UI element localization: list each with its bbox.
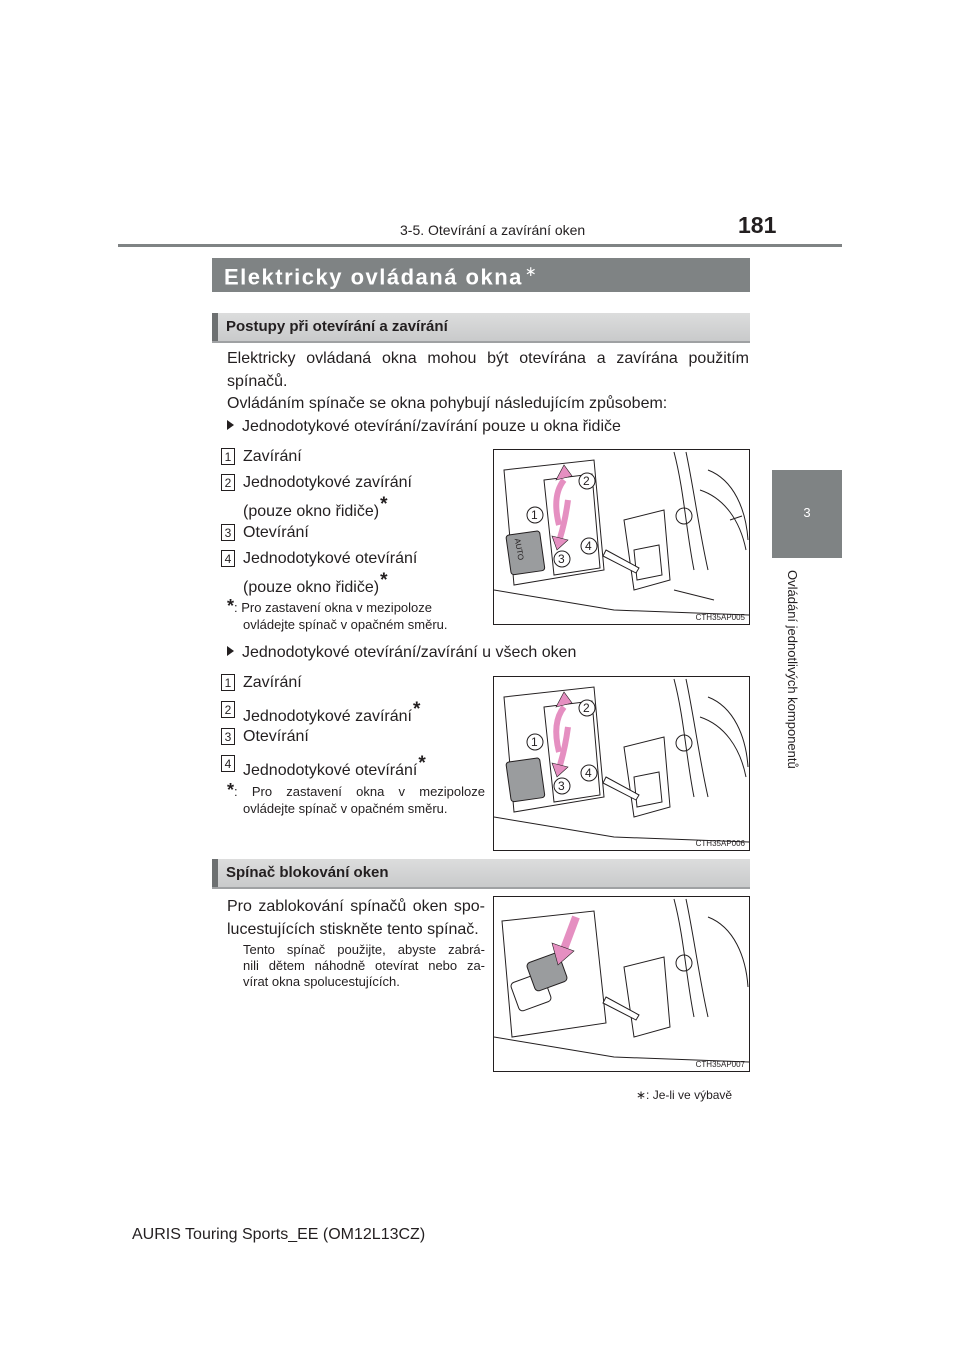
figure-code: CTH35AP005 bbox=[695, 613, 745, 622]
switch-illustration bbox=[494, 450, 749, 624]
bullet-triangle-icon bbox=[227, 420, 234, 430]
section-heading-lock bbox=[212, 859, 750, 889]
chapter-label: Ovládání jednotlivých komponentů bbox=[785, 570, 800, 769]
footnote-star: * bbox=[227, 780, 235, 800]
page-number: 181 bbox=[738, 212, 777, 238]
bullet-text: Jednodotykové otevírání/zavírání u všech oken bbox=[242, 644, 577, 661]
footnote-line-1: : Pro zastavení okna v mezipoloze bbox=[234, 784, 485, 799]
section-heading-text: Postupy při otevírání a zavírání bbox=[226, 318, 448, 335]
arrow-open bbox=[560, 727, 568, 765]
section-heading-procedures bbox=[212, 313, 750, 343]
item-number: 3 bbox=[221, 728, 235, 745]
lock-note-line-2: nili dětem náhodně otevírat nebo za- bbox=[243, 958, 485, 973]
footnote-star: * bbox=[227, 596, 235, 616]
callout-4: 4 bbox=[585, 766, 592, 780]
section-title: 3-5. Otevírání a zavírání oken bbox=[400, 222, 586, 238]
item-text: Zavírání bbox=[243, 448, 302, 465]
lock-text-line-1: Pro zablokování spínačů oken spo- bbox=[227, 898, 485, 915]
item-text bbox=[243, 752, 426, 782]
footnote-star: * bbox=[380, 494, 388, 515]
header-divider bbox=[118, 244, 842, 247]
item-number: 2 bbox=[221, 474, 235, 491]
figure-button-label: AUTO bbox=[512, 537, 526, 561]
item-number: 4 bbox=[221, 550, 235, 567]
intro-line-1: Elektricky ovládaná okna mohou být otevírána a zavírána použitím bbox=[227, 350, 749, 367]
intro-line-2: spínačů. bbox=[227, 373, 288, 390]
figure-driver-switch bbox=[493, 449, 750, 625]
footnote-star: * bbox=[380, 570, 388, 591]
callout-1: 1 bbox=[531, 508, 538, 522]
heading-marker bbox=[212, 859, 218, 887]
arrow-open bbox=[560, 500, 568, 538]
page-title bbox=[224, 263, 537, 290]
callout-1: 1 bbox=[531, 735, 538, 749]
item-number: 2 bbox=[221, 701, 235, 718]
availability-note: ∗: Je-li ve výbavě bbox=[636, 1088, 733, 1102]
item-text-line: Jednodotykové otevírání bbox=[243, 762, 418, 779]
bullet-text: Jednodotykové otevírání/zavírání pouze u okna řidiče bbox=[242, 418, 621, 435]
item-text: Jednodotykové otevírání bbox=[243, 550, 418, 567]
footnote bbox=[227, 597, 432, 617]
item-number: 1 bbox=[221, 674, 235, 691]
switch-illustration bbox=[494, 677, 749, 850]
callout-3: 3 bbox=[558, 552, 565, 566]
footnote bbox=[227, 781, 485, 801]
figure-all-switch bbox=[493, 676, 750, 851]
footnote-line-2: ovládejte spínač v opačném směru. bbox=[243, 801, 448, 816]
chapter-number: 3 bbox=[803, 505, 811, 520]
bullet-driver-window bbox=[227, 418, 621, 436]
press-arrow bbox=[564, 917, 576, 949]
item-text-line2: (pouze okno řidiče) bbox=[243, 503, 380, 520]
heading-marker bbox=[212, 313, 218, 341]
footnote-star: * bbox=[418, 753, 426, 774]
callout-3: 3 bbox=[558, 779, 565, 793]
figure-code: CTH35AP007 bbox=[695, 1060, 745, 1069]
callout-4: 4 bbox=[585, 539, 592, 553]
callout-2: 2 bbox=[583, 474, 590, 488]
lock-note-line-3: vírat okna spolucestujících. bbox=[243, 974, 400, 989]
page-title-text: Elektricky ovládaná okna bbox=[224, 264, 523, 290]
item-text-cont bbox=[243, 569, 387, 599]
item-text: Otevírání bbox=[243, 728, 309, 745]
intro-line-3: Ovládáním spínače se okna pohybují následujícím způsobem: bbox=[227, 395, 668, 412]
footer-model: AURIS Touring Sports_EE (OM12L13CZ) bbox=[132, 1226, 426, 1243]
item-text bbox=[243, 698, 420, 728]
item-number: 1 bbox=[221, 448, 235, 465]
item-text: Jednodotykové zavírání bbox=[243, 474, 412, 491]
item-text: Zavírání bbox=[243, 674, 302, 691]
footnote-line-2: ovládejte spínač v opačném směru. bbox=[243, 617, 448, 632]
bullet-all-windows bbox=[227, 644, 576, 662]
lock-switch-illustration bbox=[494, 897, 749, 1071]
item-number: 3 bbox=[221, 524, 235, 541]
callout-2: 2 bbox=[583, 701, 590, 715]
item-text-line: Jednodotykové zavírání bbox=[243, 708, 412, 725]
arrow-close-head bbox=[556, 692, 572, 707]
item-text: Otevírání bbox=[243, 524, 309, 541]
footnote-star: * bbox=[413, 699, 421, 720]
arrow-open-head bbox=[552, 536, 568, 550]
bullet-triangle-icon bbox=[227, 646, 234, 656]
arrow-close-head bbox=[556, 465, 572, 480]
item-text-line2: (pouze okno řidiče) bbox=[243, 579, 380, 596]
lock-text-line-2: lucestujících stiskněte tento spínač. bbox=[227, 921, 479, 938]
item-number: 4 bbox=[221, 755, 235, 772]
availability-marker: ∗ bbox=[524, 263, 537, 279]
footnote-line-1: : Pro zastavení okna v mezipoloze bbox=[234, 600, 433, 615]
figure-code: CTH35AP006 bbox=[695, 839, 745, 848]
section-heading-text: Spínač blokování oken bbox=[226, 864, 389, 881]
item-text-cont bbox=[243, 493, 387, 523]
lock-note-line-1: Tento spínač použijte, abyste zabrá- bbox=[243, 942, 485, 957]
figure-lock-switch bbox=[493, 896, 750, 1072]
arrow-open-head bbox=[552, 763, 568, 777]
